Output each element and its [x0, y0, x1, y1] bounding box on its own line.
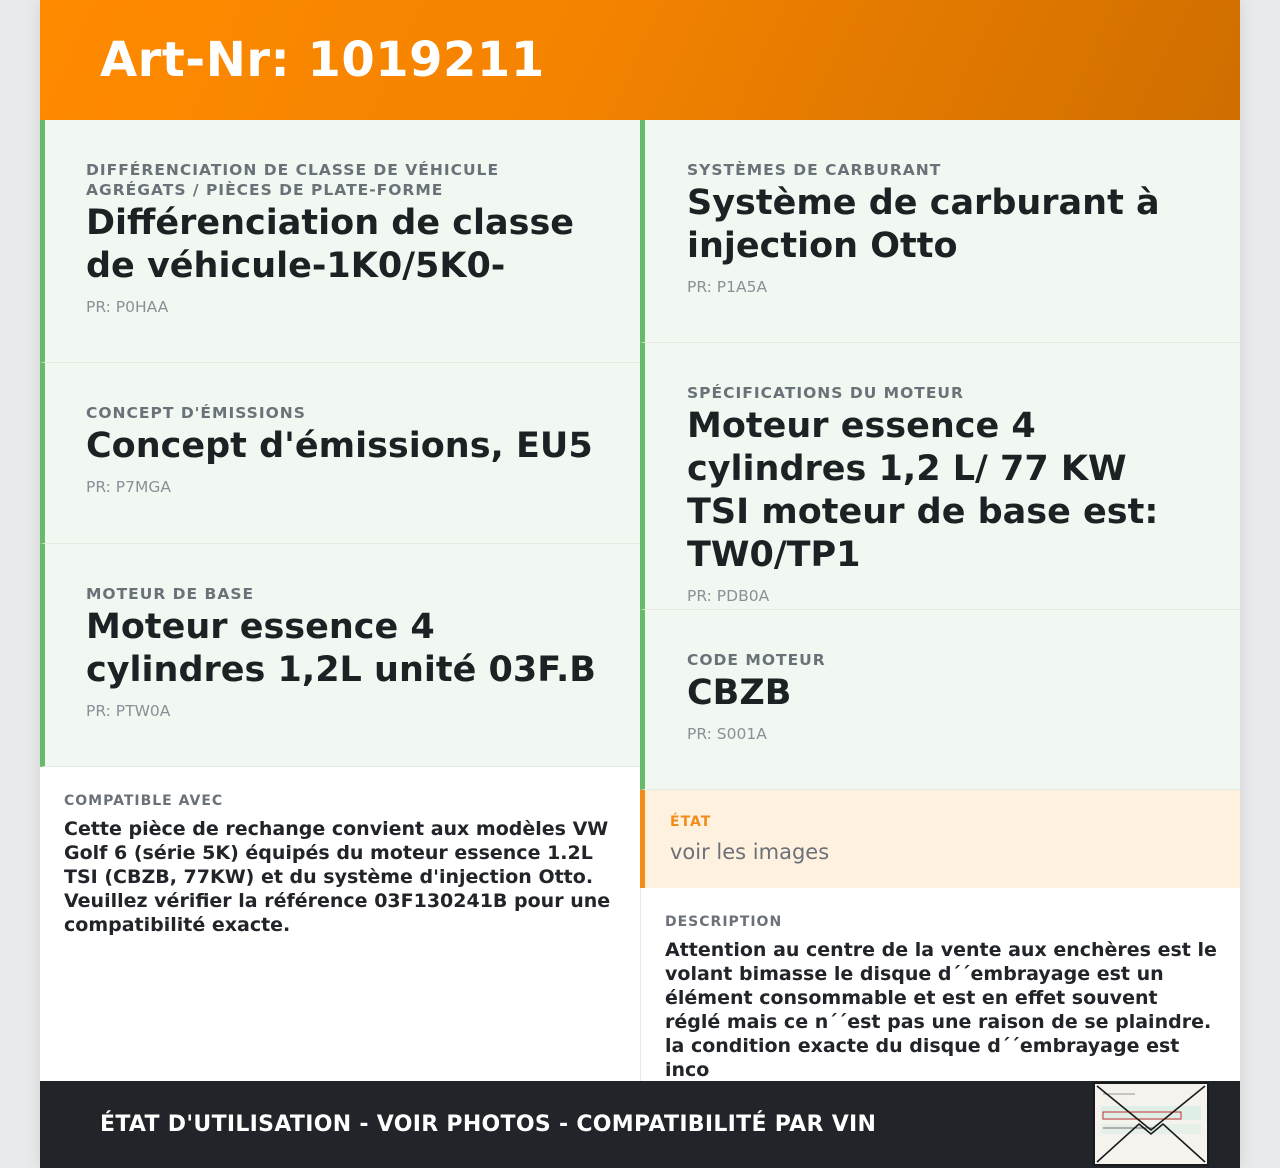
- spec-value: Système de carburant à injection Otto: [687, 183, 1160, 266]
- spec-column-left: [40, 120, 640, 1081]
- spec-label: CONCEPT D'ÉMISSIONS: [86, 404, 306, 422]
- spec-pr-code: PR: P0HAA: [86, 298, 169, 316]
- page-title: Art-Nr: 1019211: [100, 32, 545, 88]
- spec-label: MOTEUR DE BASE: [86, 585, 255, 603]
- spec-pr-code: PR: P1A5A: [687, 278, 768, 296]
- spec-pr-code: PR: S001A: [687, 725, 767, 743]
- spec-value: Moteur essence 4 cylindres 1,2 L/ 77 KW TSI moteur de base est: TW0/TP1: [687, 406, 1159, 575]
- condition-label: ÉTAT: [670, 814, 712, 830]
- spec-label: CODE MOTEUR: [687, 651, 826, 669]
- spec-label: SYSTÈMES DE CARBURANT: [687, 161, 942, 179]
- spec-card-base-engine: [40, 544, 640, 767]
- spec-card-engine-code: [640, 610, 1240, 790]
- spec-card-vehicle-class: [40, 120, 640, 363]
- header-bar: [40, 0, 1240, 120]
- spec-pr-code: PR: PTW0A: [86, 702, 171, 720]
- spec-label: DIFFÉRENCIATION DE CLASSE DE VÉHICULE AGRÉGATS / PIÈCES DE PLATE-FORME: [86, 161, 500, 199]
- spec-card-engine-specs: [640, 343, 1240, 610]
- compatible-section: [40, 767, 640, 937]
- spec-pr-code: PR: PDB0A: [687, 587, 770, 605]
- spec-pr-code: PR: P7MGA: [86, 478, 171, 496]
- compatible-label: COMPATIBLE AVEC: [64, 793, 224, 809]
- spec-value: CBZB: [687, 673, 792, 713]
- spec-card-emissions: [40, 363, 640, 544]
- spec-value: Différenciation de classe de véhicule-1K0/5K0-: [86, 203, 575, 286]
- condition-section: [640, 790, 1240, 888]
- spec-grid: [40, 120, 1240, 1081]
- description-text: Attention au centre de la vente aux enchères est le volant bimasse le disque d´´embrayage est un élément consommable et est en effet souvent réglé mais ce n´´est pas une raison de se plaindre. la condition exacte du disque d´´embrayage est inco: [665, 939, 1217, 1081]
- product-page: [40, 0, 1240, 1168]
- spec-value: Concept d'émissions, EU5: [86, 426, 593, 466]
- spec-label: SPÉCIFICATIONS DU MOTEUR: [687, 384, 964, 402]
- compatible-text: Cette pièce de rechange convient aux modèles VW Golf 6 (série 5K) équipés du moteur essence 1.2L TSI (CBZB, 77KW) et du système d'injection Otto. Veuillez vérifier la référence 03F130241B pour une compatibilité exacte.: [64, 818, 611, 936]
- condition-text: voir les images: [670, 840, 830, 864]
- spec-column-right: [640, 120, 1240, 1081]
- description-label: DESCRIPTION: [665, 914, 783, 930]
- document-envelope-thumbnail[interactable]: [1093, 1082, 1209, 1166]
- document-envelope-icon: [1095, 1084, 1207, 1164]
- footer-bar: [40, 1081, 1240, 1168]
- description-section: [641, 888, 1240, 1082]
- spec-value: Moteur essence 4 cylindres 1,2L unité 03F.B: [86, 607, 596, 690]
- footer-tagline: ÉTAT D'UTILISATION - VOIR PHOTOS - COMPATIBILITÉ PAR VIN: [100, 1112, 877, 1137]
- spec-card-fuel-system: [640, 120, 1240, 343]
